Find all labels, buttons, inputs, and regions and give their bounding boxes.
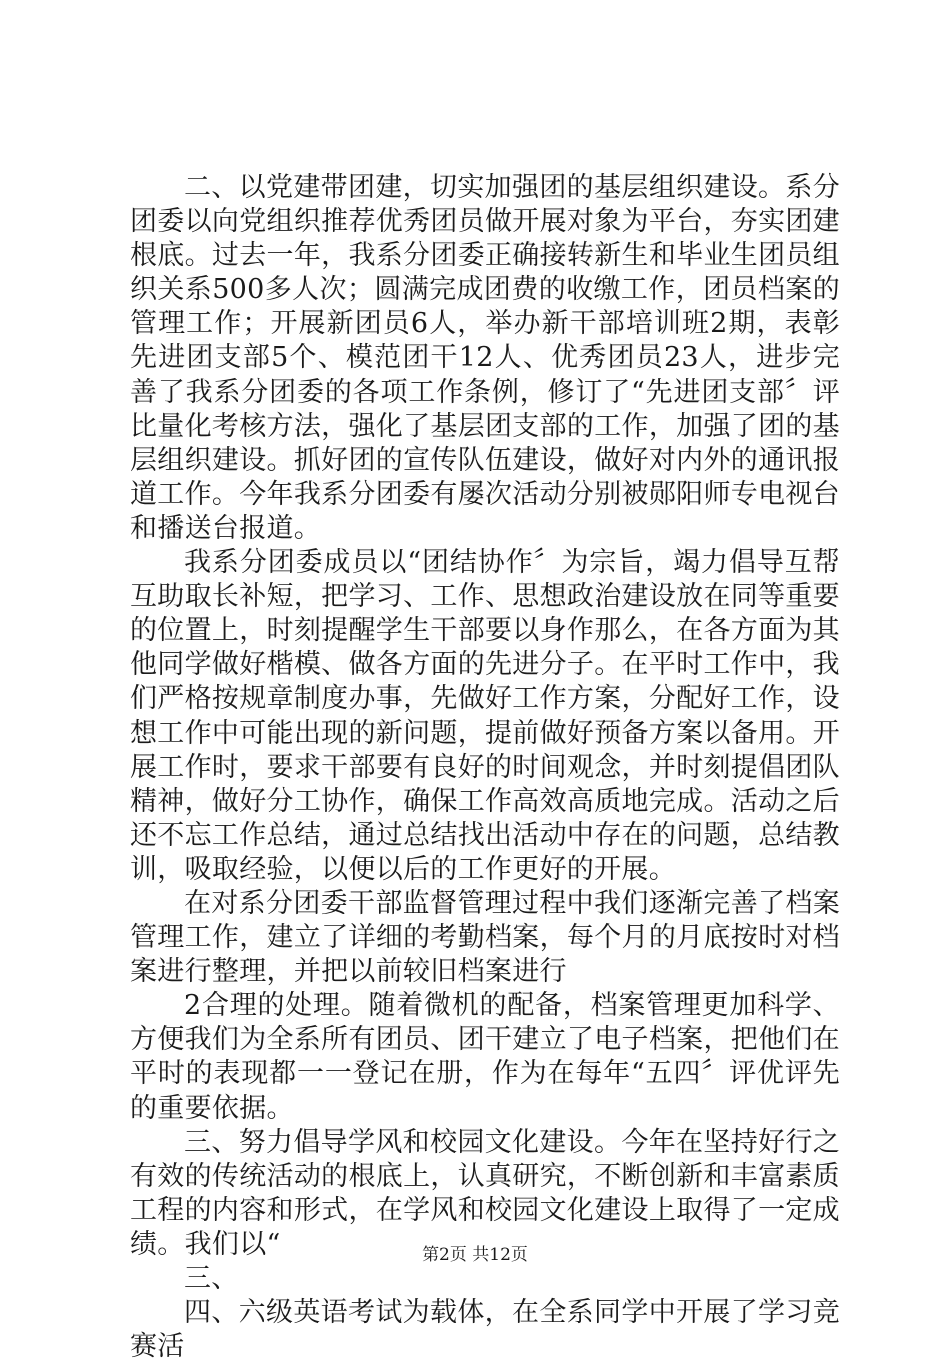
paragraph-archive-management: 在对系分团委干部监督管理过程中我们逐渐完善了档案管理工作，建立了详细的考勤档案，每个月的月底按时对档案进行整理，并把以前较旧档案进行 <box>130 887 840 988</box>
paragraph-party-building: 二、以党建带团建，切实加强团的基层组织建设。系分团委以向党组织推荐优秀团员做开展对象为平台，夯实团建根底。过去一年，我系分团委正确接转新生和毕业生团员组织关系500多人次；圆满完成团费的收缴工作，团员档案的管理工作；开展新团员6人，举办新干部培训班2期，表彰先进团支部5个、模范团干12人、优秀团员23人，进步完善了我系分团委的各项工作条例，修订了“先进团支部〞评比量化考核方法，强化了基层团支部的工作，加强了团的基层组织建设。抓好团的宣传队伍建设，做好对内外的通讯报道工作。今年我系分团委有屡次活动分别被郧阳师专电视台和播送台报道。 <box>130 172 840 544</box>
document-body <box>130 171 840 1364</box>
paragraph-study-culture: 三、努力倡导学风和校园文化建设。今年在坚持好行之有效的传统活动的根底上，认真研究，不断创新和丰富素质工程的内容和形式，在学风和校园文化建设上取得了一定成绩。我们以“ <box>130 1126 840 1260</box>
paragraph-heading-three: 三、 <box>184 1263 239 1294</box>
paragraph-heading-four: 四、六级英语考试为载体，在全系同学中开展了学习竞赛活 <box>130 1297 840 1363</box>
paragraph-team-cooperation: 我系分团委成员以“团结协作〞为宗旨，竭力倡导互帮互助取长补短，把学习、工作、思想政治建设放在同等重要的位置上，时刻提醒学生干部要以身作那么，在各方面为其他同学做好楷模、做各方面的先进分子。在平时工作中，我们严格按规章制度办事，先做好工作方案，分配好工作，设想工作中可能出现的新问题，提前做好预备方案以备用。开展工作时，要求干部要有良好的时间观念，并时刻提倡团队精神，做好分工协作，确保工作高效高质地完成。活动之后还不忘工作总结，通过总结找出活动中存在的问题，总结教训，吸取经验，以便以后的工作更好的开展。 <box>130 547 840 885</box>
page-number: 第2页 共12页 <box>422 1245 528 1265</box>
page-footer <box>0 1244 950 1266</box>
paragraph-archive-continued: 2合理的处理。随着微机的配备，档案管理更加科学、方便我们为全系所有团员、团干建立了电子档案，把他们在平时的表现都一一登记在册，作为在每年“五四〞评优评先的重要依据。 <box>130 990 840 1124</box>
